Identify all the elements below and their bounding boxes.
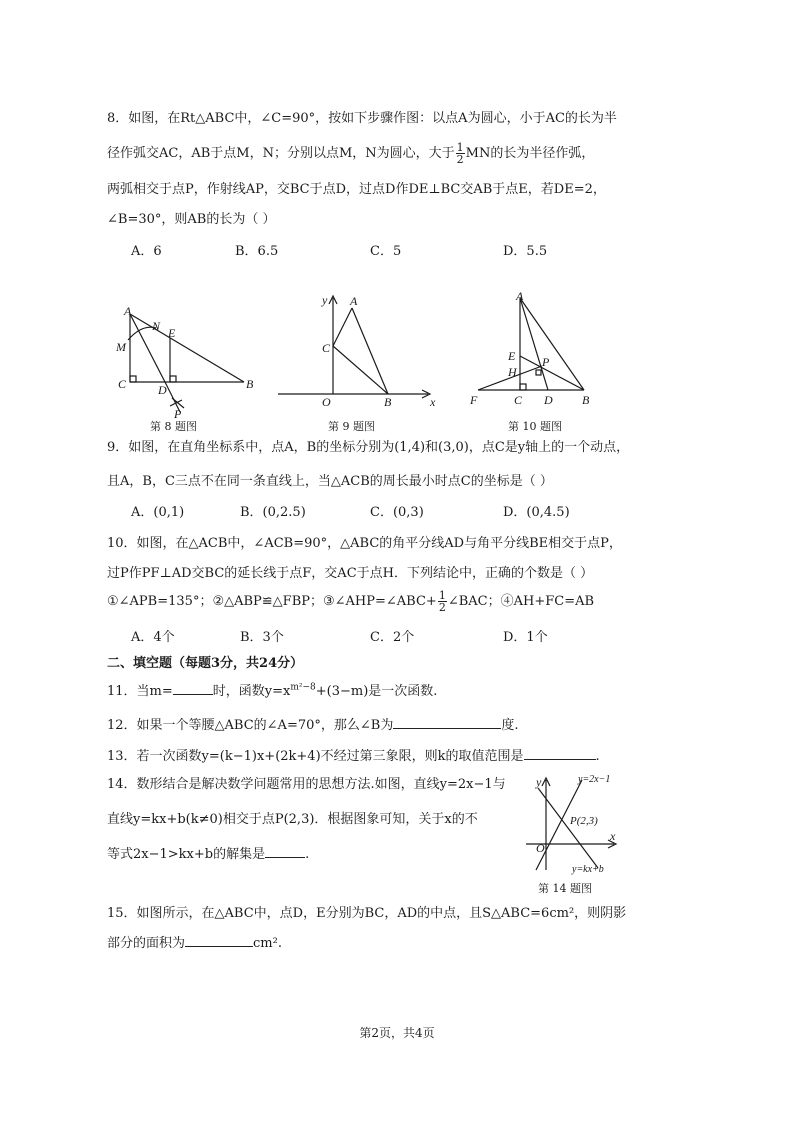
q10-option-a[interactable]: A．4个 <box>131 630 175 645</box>
fig10-label-a: A <box>516 290 524 303</box>
q14-answer-blank[interactable] <box>265 856 305 858</box>
fig10-label-d: D <box>544 393 553 407</box>
q12-answer-blank[interactable] <box>393 727 501 729</box>
q10-fraction: $\frac{1}{2}$ <box>438 589 446 614</box>
fig8-caption: 第 8 题图 <box>150 420 197 433</box>
q10-line3b: ∠BAC；④AH+FC=AB <box>447 594 595 609</box>
fig9-label-b: B <box>384 395 392 409</box>
q13: 13．若一次函数y=(k−1)x+(2k+4)不经过第三象限，则k的取值范围是 . <box>107 749 600 764</box>
q8-line3: 两弧相交于点P，作射线AP，交BC于点D，过点D作DE⊥BC交AB于点E，若DE=2， <box>107 182 606 197</box>
q10-option-c[interactable]: C．2个 <box>370 630 415 645</box>
fig8-label-a: A <box>124 304 132 318</box>
fig14-label-line2: y=kx+b <box>572 864 604 875</box>
fig9-label-x: x <box>430 395 436 409</box>
q15-answer-blank[interactable] <box>185 945 253 947</box>
q11-answer-blank[interactable] <box>173 693 213 695</box>
q8-line2 <box>107 142 594 165</box>
q13-answer-blank[interactable] <box>524 758 596 760</box>
figure-8 <box>110 300 270 420</box>
q9-line1: 9．如图，在直角坐标系中，点A，B的坐标分别为(1,4)和(3,0)，点C是y轴上的一个动点， <box>107 440 630 455</box>
q14-line2: 直线y=kx+b(k≠0)相交于点P(2,3)．根据图象可知，关于x的不 <box>107 812 478 827</box>
q12: 12．如果一个等腰△ABC的∠A=70°，那么∠B为 度. <box>107 718 519 733</box>
fig8-label-n: N <box>152 319 161 333</box>
fig9-label-a: A <box>350 294 358 308</box>
fig8-label-b: B <box>246 377 254 391</box>
page-footer: 第2页，共4页 <box>359 1026 435 1040</box>
fig8-label-e: E <box>168 326 176 340</box>
fig10-label-b: B <box>582 393 590 407</box>
q9-option-c[interactable]: C．(0,3) <box>370 505 424 520</box>
q8-line2b: MN的长为半径作弧， <box>465 146 595 161</box>
fig9-label-c: C <box>322 341 331 355</box>
q8-line2a: 径作弧交AC，AB于点M，N；分别以点M，N为圆心，大于 <box>107 146 455 161</box>
fig14-label-p: P(2,3) <box>570 815 598 827</box>
section-2-heading: 二、填空题（每题3分，共24分） <box>107 656 304 671</box>
q8-line1: 8．如图，在Rt△ABC中，∠C=90°，按如下步骤作图：以点A为圆心，小于AC的长为半 <box>107 111 617 126</box>
fig10-label-h: H <box>508 365 517 379</box>
q15-line2: 部分的面积为 cm². <box>107 936 282 951</box>
q9-line2: 且A，B，C三点不在同一条直线上，当△ACB的周长最小时点C的坐标是（ ） <box>107 474 553 489</box>
q10-line3a: ①∠APB=135°；②△ABP≌△FBP；③∠AHP=∠ABC+ <box>107 594 437 609</box>
fig14-label-line1: y=2x−1 <box>578 774 611 785</box>
fig10-label-p: P <box>542 355 550 369</box>
q8-fraction: $\frac{1}{2}$ <box>456 141 464 166</box>
q10-line3 <box>107 590 594 613</box>
q14-line1: 14．数形结合是解决数学问题常用的思想方法.如图，直线y=2x−1与 <box>107 777 506 792</box>
fig8-label-d: D <box>158 383 167 397</box>
fig8-label-m: M <box>116 340 126 354</box>
figure-9 <box>278 288 448 414</box>
q10-option-b[interactable]: B．3个 <box>240 630 284 645</box>
q10-line2: 过P作PF⊥AD交BC的延长线于点F，交AC于点H．下列结论中，正确的个数是（ ） <box>107 566 594 581</box>
fig10-label-e: E <box>508 349 516 363</box>
fig14-label-x: x <box>610 829 616 843</box>
figure-14 <box>522 770 622 878</box>
q10-option-d[interactable]: D．1个 <box>503 630 548 645</box>
fig14-label-o: O <box>536 841 545 855</box>
fig10-caption: 第 10 题图 <box>508 420 562 433</box>
fig10-label-c: C <box>514 393 523 407</box>
q14-line3: 等式2x−1>kx+b的解集是 . <box>107 847 310 862</box>
fig14-caption: 第 14 题图 <box>538 882 592 895</box>
fig9-label-y: y <box>322 293 328 307</box>
q8-line4: ∠B=30°，则AB的长为（ ） <box>107 212 276 227</box>
fig9-label-o: O <box>322 395 331 409</box>
fig10-label-f: F <box>470 393 478 407</box>
figure-10 <box>468 290 598 414</box>
q8-option-a[interactable]: A．6 <box>131 244 162 259</box>
q10-line1: 10．如图，在△ACB中，∠ACB=90°，△ABC的角平分线AD与角平分线BE相交于点P， <box>107 536 622 551</box>
q8-option-b[interactable]: B．6.5 <box>235 244 279 259</box>
q9-option-d[interactable]: D．(0,4.5) <box>503 505 570 520</box>
q8-option-d[interactable]: D．5.5 <box>503 244 548 259</box>
fig8-label-p: P <box>174 407 182 420</box>
q9-option-a[interactable]: A．(0,1) <box>131 505 185 520</box>
q9-option-b[interactable]: B．(0,2.5) <box>240 505 306 520</box>
q15-line1: 15．如图所示，在△ABC中，点D，E分别为BC，AD的中点，且S△ABC=6cm²，则阴影 <box>107 906 627 921</box>
fig9-caption: 第 9 题图 <box>328 420 375 433</box>
fig14-label-y: y <box>536 775 542 789</box>
q8-option-c[interactable]: C．5 <box>370 244 402 259</box>
q11: 11．当m= 时，函数$y=x^{m^2-8}+(3-m)$是一次函数. <box>107 682 438 699</box>
fig8-label-c: C <box>118 377 127 391</box>
